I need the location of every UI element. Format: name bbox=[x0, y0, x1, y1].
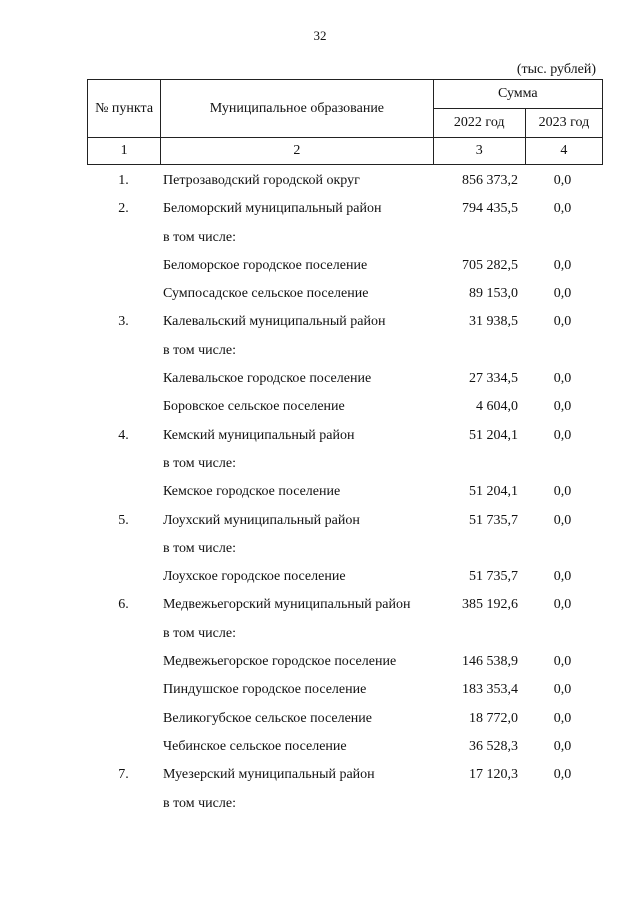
units-label: (тыс. рублей) bbox=[516, 62, 596, 77]
table-row bbox=[87, 308, 603, 336]
row-value-2023: 0,0 bbox=[553, 286, 572, 302]
row-value-2022: 18 772,0 bbox=[469, 710, 518, 726]
row-value-2022: 51 204,1 bbox=[469, 484, 518, 500]
row-name: Калевальский муниципальный район bbox=[163, 314, 386, 330]
row-name: Великогубское сельское поселение bbox=[163, 710, 372, 726]
header-num: № пункта bbox=[88, 80, 161, 138]
table-row bbox=[87, 761, 603, 789]
row-name: Петрозаводский городской округ bbox=[163, 173, 360, 188]
row-value-2022: 51 204,1 bbox=[469, 427, 518, 443]
header-index-4: 4 bbox=[525, 138, 602, 165]
row-value-2022: 51 735,7 bbox=[469, 512, 518, 528]
row-name: в том числе: bbox=[163, 229, 236, 245]
row-value-2023: 0,0 bbox=[553, 427, 572, 443]
table-row bbox=[87, 507, 603, 535]
table-row bbox=[87, 450, 603, 478]
row-value-2023: 0,0 bbox=[553, 257, 572, 273]
table-row bbox=[87, 195, 603, 223]
row-value-2023: 0,0 bbox=[553, 738, 572, 754]
row-name: Кемское городское поселение bbox=[163, 484, 341, 500]
row-number: 1. bbox=[118, 173, 129, 188]
row-value-2022: 89 153,0 bbox=[469, 286, 518, 302]
row-value-2022: 705 282,5 bbox=[462, 257, 518, 273]
row-number: 3. bbox=[118, 314, 129, 330]
row-value-2023: 0,0 bbox=[553, 654, 572, 670]
header-index-1: 1 bbox=[88, 138, 161, 165]
row-name: Чебинское сельское поселение bbox=[163, 738, 347, 754]
row-value-2022: 31 938,5 bbox=[469, 314, 518, 330]
table-body bbox=[87, 167, 603, 818]
row-value-2023: 0,0 bbox=[553, 201, 572, 217]
table-row bbox=[87, 620, 603, 648]
row-number: 7. bbox=[118, 767, 129, 783]
table-row bbox=[87, 252, 603, 280]
row-value-2022: 4 604,0 bbox=[476, 399, 518, 415]
table-row bbox=[87, 790, 603, 818]
row-name: Медвежьегорское городское поселение bbox=[163, 654, 397, 670]
row-value-2023: 0,0 bbox=[553, 399, 572, 415]
table-row bbox=[87, 563, 603, 591]
table-row bbox=[87, 167, 603, 195]
row-value-2022: 51 735,7 bbox=[469, 569, 518, 585]
header-index-2: 2 bbox=[161, 138, 434, 165]
row-value-2022: 856 373,2 bbox=[462, 173, 518, 188]
header-name: Муниципальное образование bbox=[161, 80, 434, 138]
row-name: в том числе: bbox=[163, 342, 236, 358]
row-name: в том числе: bbox=[163, 540, 236, 556]
row-name: Лоухское городское поселение bbox=[163, 569, 346, 585]
row-number: 2. bbox=[118, 201, 129, 217]
table-row bbox=[87, 676, 603, 704]
row-value-2022: 385 192,6 bbox=[462, 597, 518, 613]
row-name: в том числе: bbox=[163, 625, 236, 641]
row-name: Боровское сельское поселение bbox=[163, 399, 345, 415]
table-row bbox=[87, 733, 603, 761]
row-value-2023: 0,0 bbox=[553, 314, 572, 330]
row-value-2022: 27 334,5 bbox=[469, 371, 518, 387]
table-row bbox=[87, 393, 603, 421]
row-value-2022: 794 435,5 bbox=[462, 201, 518, 217]
row-value-2023: 0,0 bbox=[553, 512, 572, 528]
header-index-3: 3 bbox=[433, 138, 525, 165]
row-name: Пиндушское городское поселение bbox=[163, 682, 367, 698]
table-header bbox=[87, 79, 603, 165]
table-row bbox=[87, 648, 603, 676]
row-value-2022: 17 120,3 bbox=[469, 767, 518, 783]
row-value-2023: 0,0 bbox=[553, 682, 572, 698]
row-name: Медвежьегорский муниципальный район bbox=[163, 597, 411, 613]
table-row bbox=[87, 422, 603, 450]
row-name: Лоухский муниципальный район bbox=[163, 512, 360, 528]
table-row bbox=[87, 705, 603, 733]
row-name: Муезерский муниципальный район bbox=[163, 767, 375, 783]
header-2022: 2022 год bbox=[433, 109, 525, 138]
row-value-2023: 0,0 bbox=[553, 173, 572, 188]
row-value-2023: 0,0 bbox=[553, 597, 572, 613]
row-value-2023: 0,0 bbox=[553, 710, 572, 726]
row-name: в том числе: bbox=[163, 455, 236, 471]
row-value-2022: 36 528,3 bbox=[469, 738, 518, 754]
table-row bbox=[87, 224, 603, 252]
row-number: 4. bbox=[118, 427, 129, 443]
row-name: Калевальское городское поселение bbox=[163, 371, 372, 387]
table-row bbox=[87, 365, 603, 393]
row-name: в том числе: bbox=[163, 795, 236, 811]
row-number: 5. bbox=[118, 512, 129, 528]
row-value-2023: 0,0 bbox=[553, 569, 572, 585]
row-name: Кемский муниципальный район bbox=[163, 427, 355, 443]
row-value-2023: 0,0 bbox=[553, 484, 572, 500]
row-value-2023: 0,0 bbox=[553, 767, 572, 783]
row-name: Беломорский муниципальный район bbox=[163, 201, 382, 217]
table-row bbox=[87, 280, 603, 308]
row-name: Сумпосадское сельское поселение bbox=[163, 286, 369, 302]
row-value-2022: 146 538,9 bbox=[462, 654, 518, 670]
header-2023: 2023 год bbox=[525, 109, 602, 138]
header-sum: Сумма bbox=[433, 80, 602, 109]
row-number: 6. bbox=[118, 597, 129, 613]
table-row bbox=[87, 478, 603, 506]
table-row bbox=[87, 591, 603, 619]
table-row bbox=[87, 337, 603, 365]
row-name: Беломорское городское поселение bbox=[163, 257, 368, 273]
row-value-2023: 0,0 bbox=[553, 371, 572, 387]
table-row bbox=[87, 535, 603, 563]
page-number: 32 bbox=[313, 28, 327, 43]
row-value-2022: 183 353,4 bbox=[462, 682, 518, 698]
